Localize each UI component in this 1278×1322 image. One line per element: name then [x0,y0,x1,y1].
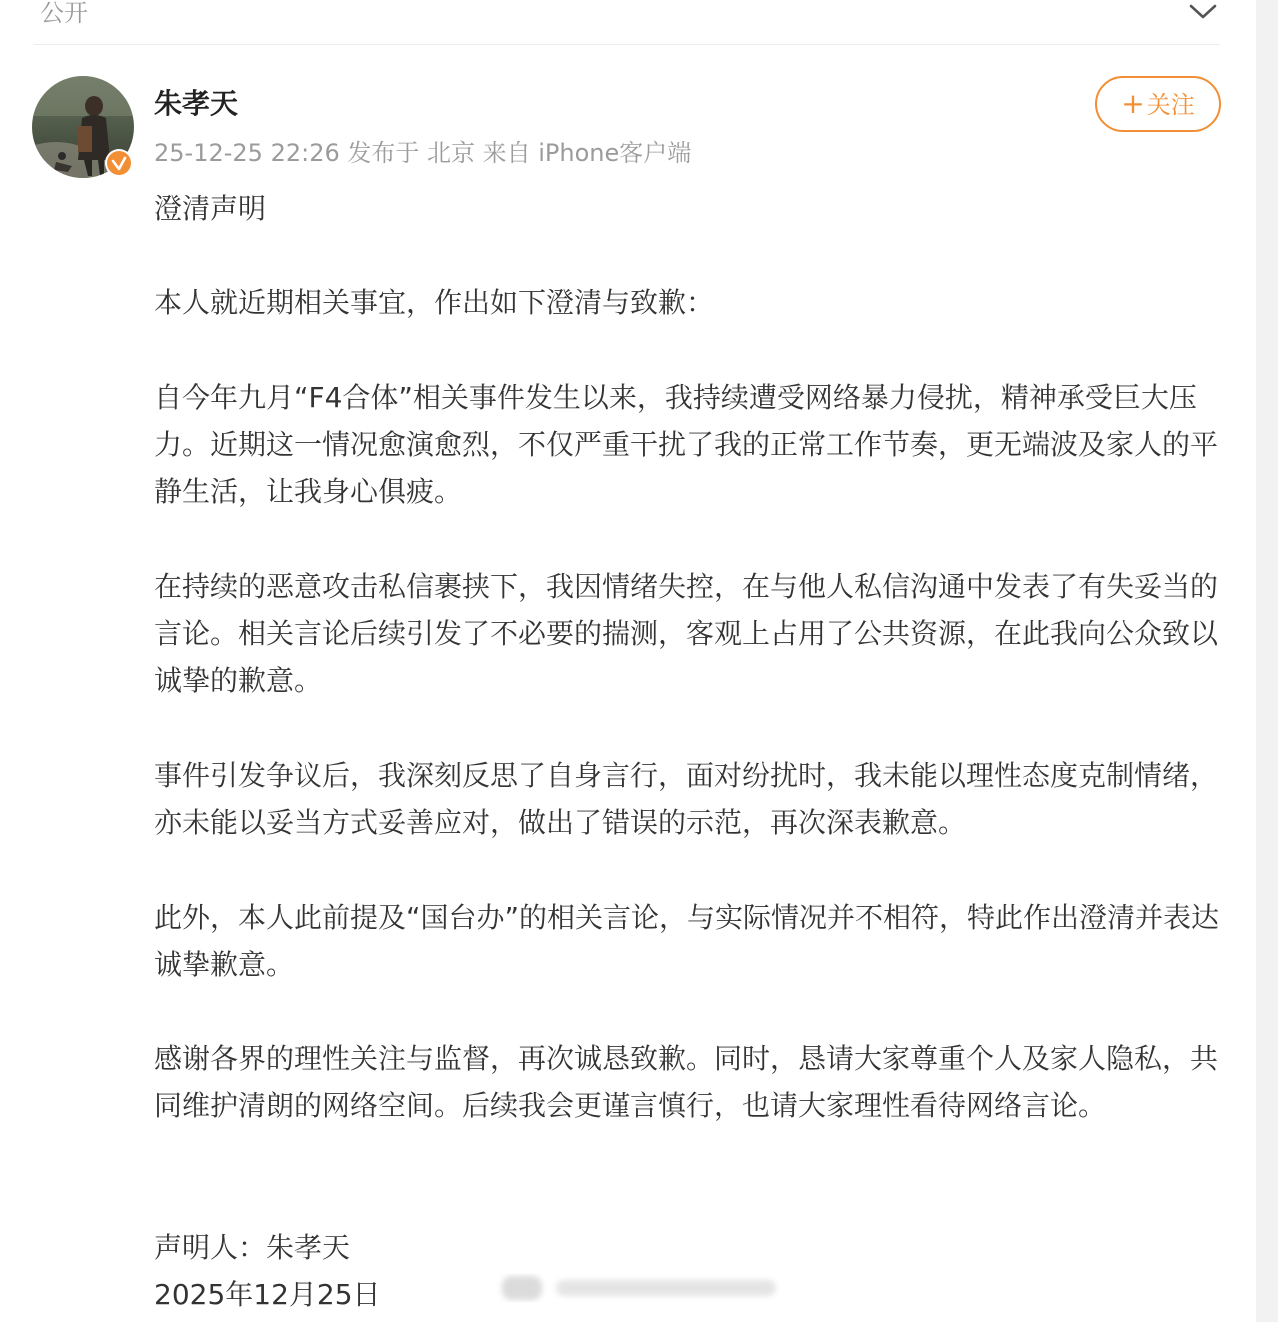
post-meta: 25-12-25 22:26 发布于 北京 来自 iPhone客户端 [154,139,692,167]
plus-icon: + [1121,87,1145,120]
verified-badge-icon [104,148,134,178]
post-paragraph: 感谢各界的理性关注与监督，再次诚恳致歉。同时，恳请大家尊重个人及家人隐私，共同维护清朗的网络空间。后续我会更谨言慎行，也请大家理性看待网络言论。 [154,1042,1219,1122]
post-paragraph: 自今年九月“F4合体”相关事件发生以来，我持续遭受网络暴力侵扰，精神承受巨大压力。近期这一情况愈演愈烈，不仅严重干扰了我的正常工作节奏，更无端波及家人的平静生活，让我身心俱疲。 [154,381,1219,508]
follow-label: 关注 [1146,91,1195,119]
post-paragraph: 事件引发争议后，我深刻反思了自身言行，面对纷扰时，我未能以理性态度克制情绪，亦未能以妥当方式妥善应对，做出了错误的示范，再次深表歉意。 [154,759,1219,839]
post-signature: 声明人：朱孝天 [154,1231,351,1264]
chevron-down-icon[interactable] [1186,0,1220,24]
visibility-header [0,0,1256,44]
follow-button[interactable] [1095,76,1221,132]
post-paragraph: 此外，本人此前提及“国台办”的相关言论，与实际情况并不相符，特此作出澄清并表达诚挚歉意。 [154,901,1220,981]
visibility-label: 公开 [40,0,88,27]
post-date: 2025年12月25日 [154,1278,381,1311]
page-edge [1256,0,1278,1322]
post-paragraph: 本人就近期相关事宜，作出如下澄清与致歉： [154,286,715,319]
post-paragraph: 在持续的恶意攻击私信裹挟下，我因情绪失控，在与他人私信沟通中发表了有失妥当的言论。相关言论后续引发了不必要的揣测，客观上占用了公共资源，在此我向公众致以诚挚的歉意。 [154,570,1219,697]
divider [34,44,1220,45]
watermark-blur [496,1266,796,1310]
author-name[interactable]: 朱孝天 [154,87,239,120]
post-title: 澄清声明 [154,192,267,225]
